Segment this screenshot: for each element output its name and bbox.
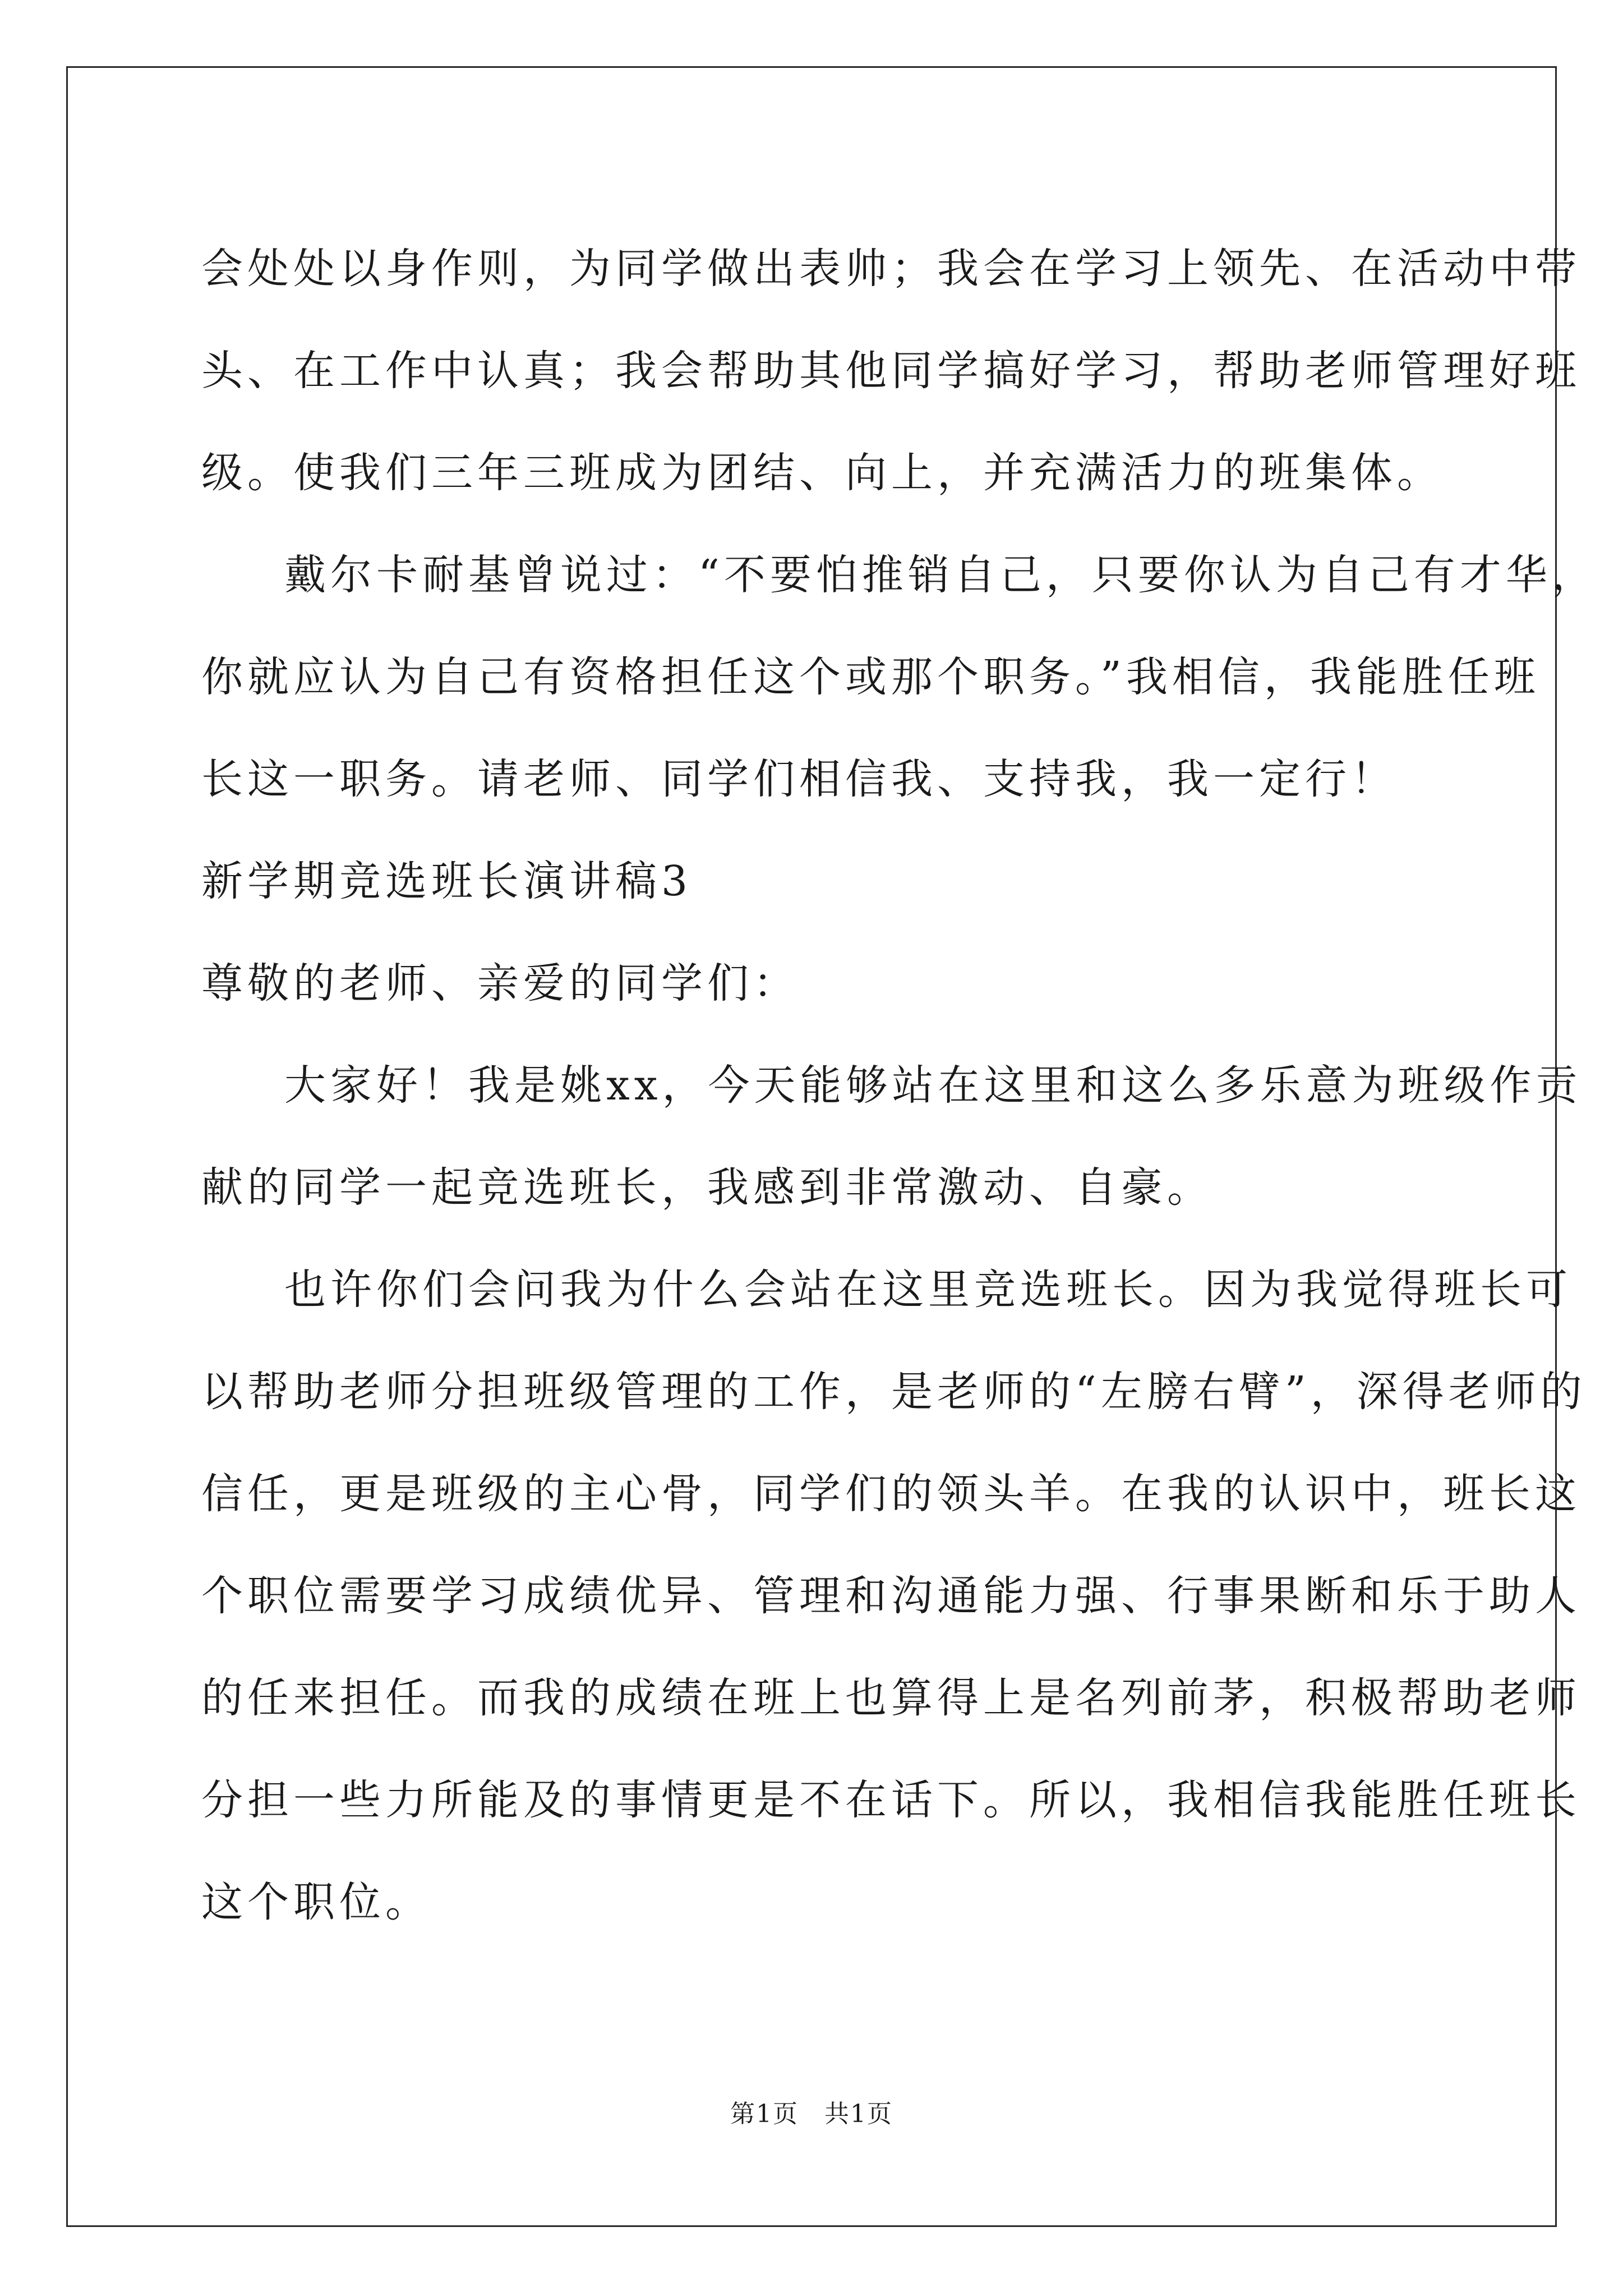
paragraph	[201, 1034, 1582, 1239]
paragraph	[201, 1239, 1587, 1953]
text-line: 以帮助老师分担班级管理的工作，是老师的“左膀右臂”，深得老师的	[201, 1368, 1587, 1416]
text-line: 信任，更是班级的主心骨，同学们的领头羊。在我的认识中，班长这	[201, 1470, 1581, 1518]
text-line: 头、在工作中认真；我会帮助其他同学搞好学习，帮助老师管理好班	[201, 347, 1581, 395]
page-footer: 第1页 共1页	[730, 2100, 893, 2128]
text-line: 的任来担任。而我的成绩在班上也算得上是名列前茅，积极帮助老师	[201, 1674, 1581, 1722]
section-title: 新学期竞选班长演讲稿3	[201, 857, 693, 905]
text-line: 个职位需要学习成绩优异、管理和沟通能力强、行事果断和乐于助人	[201, 1572, 1581, 1620]
text-line: 献的同学一起竞选班长，我感到非常激动、自豪。	[201, 1163, 1213, 1212]
document-body	[201, 218, 1598, 1953]
text-line: 大家好！我是姚xx，今天能够站在这里和这么多乐意为班级作贡	[284, 1061, 1582, 1110]
text-line: 也许你们会问我为什么会站在这里竞选班长。因为我觉得班长可	[284, 1266, 1572, 1314]
text-line: 这个职位。	[201, 1878, 431, 1926]
text-line: 会处处以身作则，为同学做出表帅；我会在学习上领先、在活动中带	[201, 245, 1581, 293]
paragraph	[201, 218, 1581, 524]
text-line: 分担一些力所能及的事情更是不在话下。所以，我相信我能胜任班长	[201, 1776, 1581, 1824]
text-line: 戴尔卡耐基曾说过：“不要怕推销自己，只要你认为自己有才华，	[284, 551, 1598, 599]
salutation: 尊敬的老师、亲爱的同学们：	[201, 959, 799, 1007]
text-line: 你就应认为自己有资格担任这个或那个职务。”我相信，我能胜任班	[201, 653, 1540, 701]
text-line: 级。使我们三年三班成为团结、向上，并充满活力的班集体。	[201, 449, 1443, 497]
text-line: 长这一职务。请老师、同学们相信我、支持我，我一定行！	[201, 755, 1397, 803]
paragraph	[201, 524, 1598, 830]
